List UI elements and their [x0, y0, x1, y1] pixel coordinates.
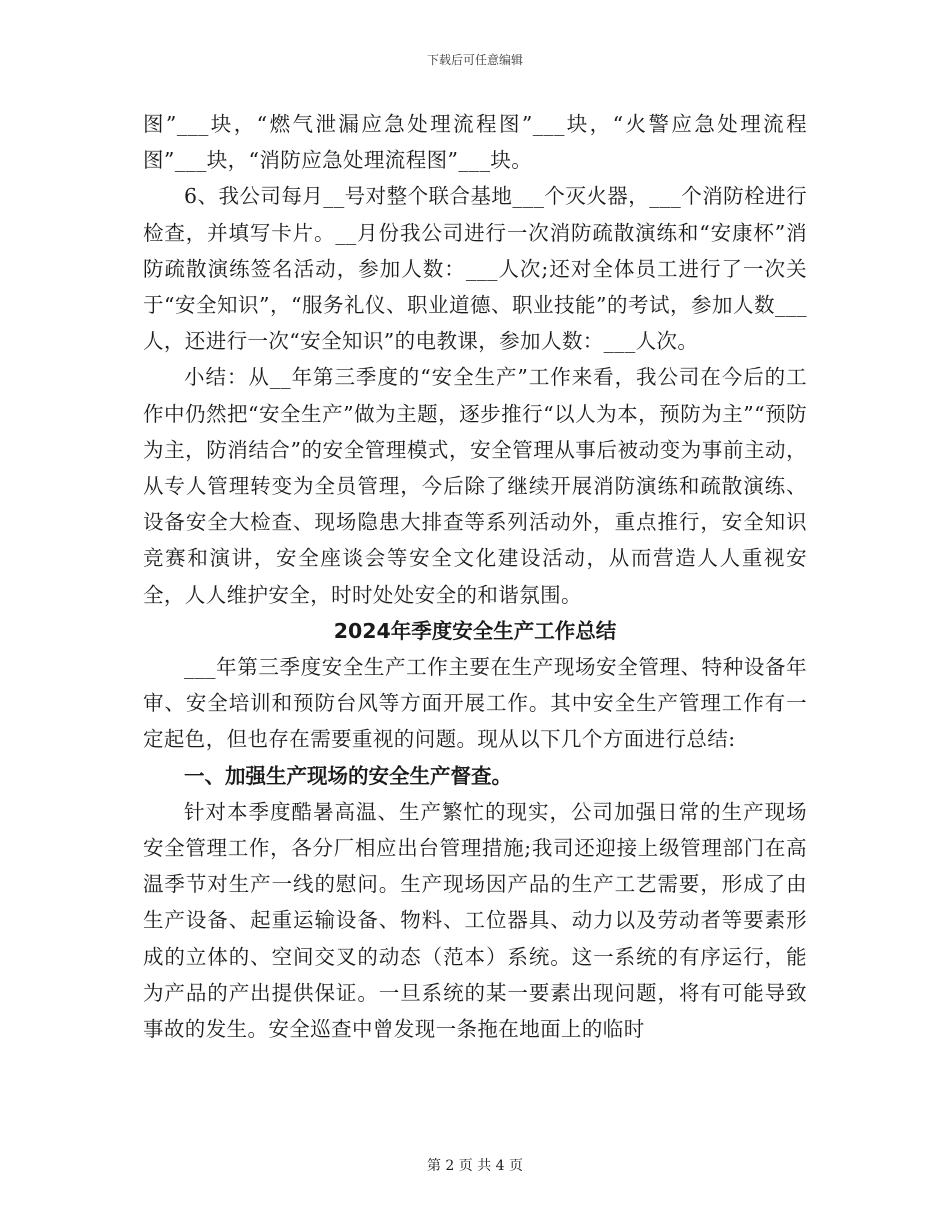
- page-header: 下载后可任意编辑: [426, 53, 523, 67]
- document-title: 2024年季度安全生产工作总结: [333, 618, 617, 643]
- paragraph-intro: ___年第三季度安全生产工作主要在生产现场安全管理、特种设备年审、安全培训和预防台风等方面开展工作。其中安全生产管理工作有一定起色，但也存在需要重视的问题。现从以下几个方面进行总结:: [143, 655, 807, 752]
- section-heading-1: 一、加强生产现场的安全生产督查。: [184, 763, 512, 788]
- paragraph-continued: 图”___块，“燃气泄漏应急处理流程图”___块，“火警应急处理流程图”___块，“消防应急处理流程图”___块。: [143, 112, 807, 173]
- paragraph-section-1: 针对本季度酷暑高温、生产繁忙的现实，公司加强日常的生产现场安全管理工作，各分厂相应出台管理措施;我司还迎接上级管理部门在高温季节对生产一线的慰问。生产现场因产品的生产工艺需要，形成了由生产设备、起重运输设备、物料、工位器具、动力以及劳动者等要素形成的立体的、空间交叉的动态（范本）系统。这一系统的有序运行，能为产品的产出提供保证。一旦系统的某一要素出现问题，将有可能导致事故的发生。安全巡查中曾发现一条拖在地面上的临时: [143, 799, 807, 1042]
- paragraph-item-6: 6、我公司每月__号对整个联合基地___个灭火器，___个消防栓进行检查，并填写卡片。__月份我公司进行一次消防疏散演练和“安康杯”消防疏散演练签名活动，参加人数：___人次;还对全体员工进行了一次关于“安全知识”，“服务礼仪、职业道德、职业技能”的考试，参加人数___人，还进行一次“安全知识”的电教课，参加人数：___人次。: [143, 184, 807, 354]
- page-footer: 第 2 页 共 4 页: [426, 1158, 524, 1174]
- document-body: [143, 106, 807, 1047]
- paragraph-summary: 小结：从__年第三季度的“安全生产”工作来看，我公司在今后的工作中仍然把“安全生产”做为主题，逐步推行“以人为本，预防为主”“预防为主，防消结合”的安全管理模式，安全管理从事后被动变为事前主动，从专人管理转变为全员管理，今后除了继续开展消防演练和疏散演练、设备安全大检查、现场隐患大排查等系列活动外，重点推行，安全知识竞赛和演讲，安全座谈会等安全文化建设活动，从而营造人人重视安全，人人维护安全，时时处处安全的和谐氛围。: [143, 365, 807, 607]
